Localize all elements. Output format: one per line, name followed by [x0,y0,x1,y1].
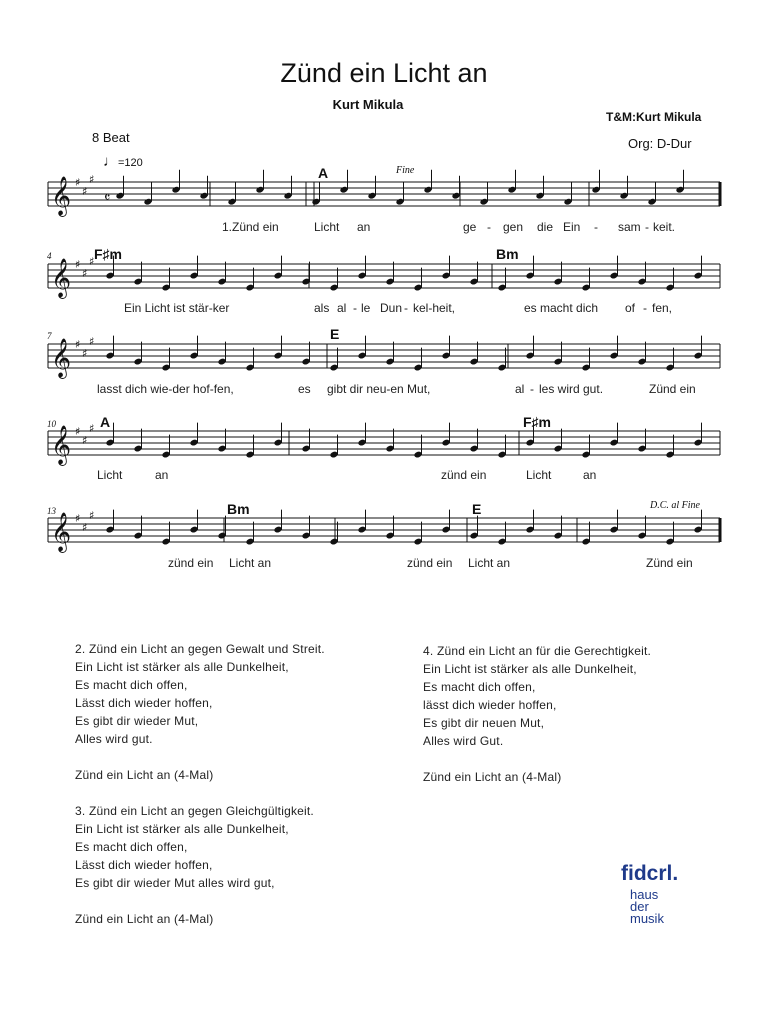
lyric: ge [463,220,477,234]
notes [105,170,702,546]
lyrics-line [124,301,672,315]
sharp-icon: ♯ [75,338,81,351]
lyric: - [645,220,649,234]
verse-line: Lässt dich wieder hoffen, [75,696,213,710]
verse-line: Alles wird gut. [75,732,153,746]
lyric: al [515,382,525,396]
song-title: Zünd ein Licht an [280,58,488,88]
lyric: zünd ein [441,468,487,482]
lyric: gibt dir neu-en Mut, [327,382,431,396]
verse-spacer [75,892,325,910]
staff-lines [48,182,720,542]
lyric: lasst dich wie-der hof-fen, [97,382,234,396]
verse-line: Es gibt dir neuen Mut, [423,716,545,730]
verse-line: Zünd ein Licht an (4-Mal) [75,768,214,782]
clefs [51,173,110,553]
sharp-icon: ♯ [82,267,88,280]
measure-number: 7 [47,331,52,341]
lyric: - [404,301,408,315]
lyric: es macht dich [524,301,599,315]
lyric: an [583,468,597,482]
verse-line: Alles wird Gut. [423,734,504,748]
sharp-icon: ♯ [82,185,88,198]
lyric: gen [503,220,524,234]
lyric: - [353,301,357,315]
lyric: Licht [314,220,340,234]
sharp-icon: ♯ [89,509,95,522]
verse-spacer [423,750,651,768]
credit-text: T&M:Kurt Mikula [606,110,702,124]
lyric: Zünd ein [649,382,696,396]
chord-symbol: A [318,165,329,181]
lyric: als [314,301,330,315]
lyric: - [530,382,534,396]
measure-number: 4 [47,251,52,261]
lyric: Dun [380,301,403,315]
sharp-icon: ♯ [75,512,81,525]
treble-clef-icon: 𝄞 [51,176,72,216]
sharp-icon: ♯ [82,434,88,447]
verse-line: Es gibt dir wieder Mut, [75,714,199,728]
lyrics-line [97,468,596,482]
verses-right-column [423,642,651,786]
verse-line: 3. Zünd ein Licht an gegen Gleichgültigkeit. [75,804,314,818]
sharp-icon: ♯ [89,255,95,268]
chord-symbol: F♯m [94,246,122,262]
sharp-icon: ♯ [82,347,88,360]
verse-line: Zünd ein Licht an (4-Mal) [75,912,214,926]
lyric: zünd ein [407,556,453,570]
verse-line: Zünd ein Licht an (4-Mal) [423,770,562,784]
common-time-icon: 𝄴 [104,190,111,206]
sharp-icon: ♯ [75,258,81,271]
lyric: le [361,301,371,315]
verses-left-column [75,640,325,928]
verse-line: Es gibt dir wieder Mut alles wird gut, [75,876,275,890]
lyric: an [155,468,169,482]
verse-spacer [75,748,325,766]
logo-line: haus [630,887,659,902]
lyric: an [357,220,371,234]
original-key: Org: D-Dur [628,136,692,151]
treble-clef-icon: 𝄞 [51,258,72,298]
verse-line: lässt dich wieder hoffen, [423,698,557,712]
lyric: Licht an [468,556,511,570]
lyric: of [625,301,636,315]
sharp-icon: ♯ [82,521,88,534]
tempo-value: =120 [118,157,143,169]
tempo-mark: ♩=120 [103,153,143,170]
lyric: Licht an [229,556,272,570]
verse-line: Ein Licht ist stärker als alle Dunkelheit, [75,660,289,674]
lyric: sam [618,220,641,234]
haus-der-musik-logo [621,858,681,928]
sharp-icon: ♯ [89,422,95,435]
logo-line: musik [630,911,664,926]
sharp-icon: ♯ [89,173,95,186]
chord-symbol: A [100,414,111,430]
sharp-icon: ♯ [89,335,95,348]
lyric: zünd ein [168,556,214,570]
lyric: Ein Licht ist stär-ker [124,301,230,315]
treble-clef-icon: 𝄞 [51,512,72,552]
verse-line: 4. Zünd ein Licht an für die Gerechtigkeit. [423,644,652,658]
measure-number: 13 [47,506,56,516]
lyric: al [337,301,347,315]
verse-line: Es macht dich offen, [423,680,536,694]
lyric: les wird gut. [539,382,604,396]
verse-line: Lässt dich wieder hoffen, [75,858,213,872]
sharp-icon: ♯ [75,176,81,189]
lyrics-line [222,220,675,234]
dc-al-fine-mark: D.C. al Fine [650,500,700,511]
lyrics-line [168,556,693,570]
verse-line: Ein Licht ist stärker als alle Dunkelheit, [75,822,289,836]
lyric: die [537,220,554,234]
lyric: fen, [652,301,673,315]
chord-symbol: F♯m [523,414,551,430]
lyrics-line [97,382,696,396]
fine-mark: Fine [396,165,415,176]
chord-symbol: E [472,501,482,517]
chord-symbol: Bm [227,501,250,517]
lyric: Zünd ein [646,556,693,570]
lyric: - [643,301,647,315]
measure-number: 10 [47,419,56,429]
lyric: - [487,220,491,234]
verse-spacer [75,784,325,802]
composer-name: Kurt Mikula [332,97,404,112]
style-label: 8 Beat [92,130,130,145]
lyric: es [298,382,311,396]
verse-line: Ein Licht ist stärker als alle Dunkelheit, [423,662,637,676]
treble-clef-icon: 𝄞 [51,338,72,378]
verse-line: Es macht dich offen, [75,678,188,692]
lyric: keit. [653,220,676,234]
lyric: 1.Zünd ein [222,220,279,234]
lyric: Ein [563,220,581,234]
treble-clef-icon: 𝄞 [51,425,72,465]
lyric: - [594,220,598,234]
lyric: kel-heit, [413,301,456,315]
verse-line: Es macht dich offen, [75,840,188,854]
verse-line: 2. Zünd ein Licht an gegen Gewalt und Streit. [75,642,325,656]
sharp-icon: ♯ [75,425,81,438]
lyric: Licht [97,468,123,482]
chord-symbol: E [330,326,340,342]
lyric: Licht [526,468,552,482]
logo-brand: fidcrl. [621,862,679,885]
logo-line: der [630,899,649,914]
chord-symbol: Bm [496,246,519,262]
